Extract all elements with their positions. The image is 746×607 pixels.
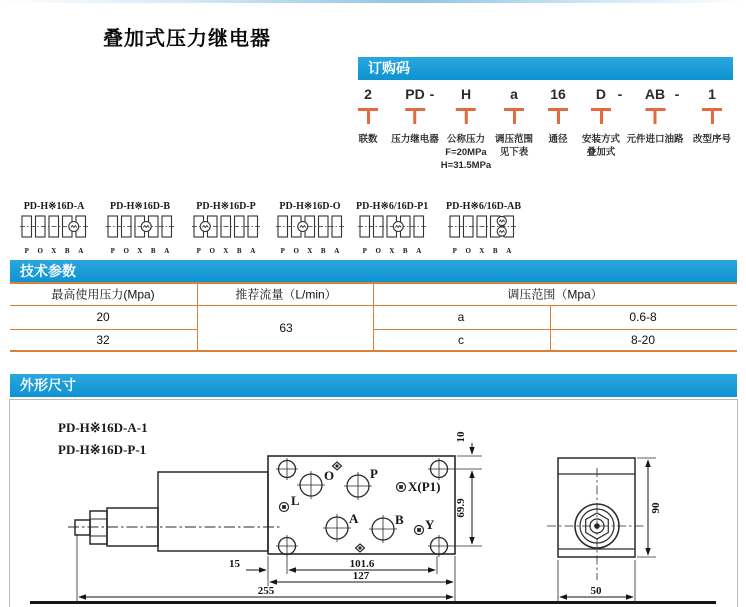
svg-text:A: A <box>250 247 256 255</box>
valve-symbol-drawing <box>358 213 426 255</box>
dim-50: 50 <box>590 585 602 597</box>
svg-text:X: X <box>51 247 57 255</box>
tee-connector <box>504 108 524 125</box>
order-code-label: 公称压力 <box>446 134 485 145</box>
dim-255: 255 <box>257 585 275 597</box>
tee-connector <box>405 108 425 125</box>
cell-range-key: a <box>457 310 465 324</box>
tee-connector <box>358 108 378 125</box>
order-code-segment <box>495 87 533 159</box>
cell-pressure: 20 <box>96 310 110 324</box>
valve-symbol <box>18 201 90 260</box>
svg-text:X: X <box>223 247 229 255</box>
order-code-separator <box>675 87 680 102</box>
order-code-value: PD <box>405 86 425 102</box>
dim-15: 15 <box>229 558 240 570</box>
outline-drawing <box>0 400 746 606</box>
svg-text:P: P <box>196 247 201 255</box>
col-header-flow: 推荐流量（L/min） <box>235 287 337 302</box>
dim-69-9: 69.9 <box>455 498 467 518</box>
port-label-b: B <box>395 512 404 527</box>
svg-text:P: P <box>280 247 285 255</box>
cell-pressure: 32 <box>96 333 110 347</box>
order-code-label: 改型序号 <box>692 134 732 145</box>
svg-text:P: P <box>362 247 367 255</box>
relay-end-view <box>558 458 635 557</box>
order-code-segment <box>548 87 568 146</box>
model-label: PD-H※16D-P-1 <box>58 442 147 457</box>
order-code-value: AB <box>644 86 666 102</box>
order-code-value: - <box>617 86 623 102</box>
valve-symbol-drawing <box>106 213 174 255</box>
relay-body-side-view <box>75 472 268 551</box>
order-code-segment <box>441 87 491 172</box>
svg-text:X: X <box>389 247 395 255</box>
svg-text:X: X <box>137 247 143 255</box>
order-code-label: 压力继电器 <box>391 134 439 145</box>
outline-dims-header: 外形尺寸 <box>10 374 737 397</box>
dim-10: 10 <box>455 431 467 443</box>
svg-text:B: B <box>64 247 70 255</box>
svg-text:A: A <box>164 247 170 255</box>
svg-text:A: A <box>334 247 340 255</box>
dim-90: 90 <box>650 502 662 514</box>
svg-text:B: B <box>236 247 242 255</box>
svg-text:B: B <box>150 247 156 255</box>
svg-text:O: O <box>37 247 43 255</box>
valve-symbol <box>274 201 346 260</box>
order-code-label: H=31.5MPa <box>440 160 492 171</box>
valve-symbol-label: PD-H※16D-O <box>279 201 341 212</box>
tee-connector <box>456 108 476 125</box>
valve-symbol-label: PD-H※16D-A <box>23 201 85 212</box>
svg-text:O: O <box>375 247 381 255</box>
top-rule <box>0 0 746 3</box>
valve-symbol-label: PD-H※16D-P <box>196 201 256 212</box>
valve-symbol-drawing <box>20 213 88 255</box>
svg-text:A: A <box>416 247 422 255</box>
order-code-value: 1 <box>708 86 716 102</box>
valve-symbol-drawing <box>192 213 260 255</box>
order-code-value: 16 <box>550 86 566 102</box>
model-label: PD-H※16D-A-1 <box>58 420 148 435</box>
order-code-segment <box>358 87 378 146</box>
order-code-label: F=20MPa <box>445 147 487 158</box>
tech-params-table <box>10 282 737 352</box>
order-code-label: 见下表 <box>499 147 529 158</box>
order-code-separator <box>430 87 435 102</box>
svg-text:O: O <box>123 247 129 255</box>
svg-text:A: A <box>78 247 84 255</box>
svg-text:P: P <box>110 247 115 255</box>
valve-symbol <box>446 201 522 260</box>
order-code-segment <box>582 87 620 159</box>
dim-101-6: 101.6 <box>349 558 375 570</box>
svg-text:O: O <box>209 247 215 255</box>
order-code-label: 元件进口油路 <box>626 134 684 145</box>
valve-symbol-label: PD-H※6/16D-AB <box>446 201 522 212</box>
svg-text:O: O <box>293 247 299 255</box>
order-code-value: a <box>510 86 518 102</box>
dim-127: 127 <box>352 570 370 582</box>
order-code-value: D <box>595 86 607 102</box>
main-ports <box>297 471 397 543</box>
order-code-value: H <box>460 86 472 102</box>
valve-symbol-label: PD-H※6/16D-P1 <box>356 201 429 212</box>
port-label-p: P <box>370 466 378 481</box>
valve-symbol <box>190 201 262 260</box>
svg-text:P: P <box>24 247 29 255</box>
valve-symbol-drawing <box>276 213 344 255</box>
tee-connector <box>548 108 568 125</box>
port-label-o: O <box>324 468 335 483</box>
order-code-separator <box>618 87 623 102</box>
col-header-max-pressure: 最高使用压力(Mpa) <box>51 287 155 302</box>
svg-text:O: O <box>465 247 471 255</box>
port-label-l: L <box>291 493 300 508</box>
valve-symbol <box>356 201 428 260</box>
tee-connector <box>591 108 611 125</box>
svg-text:P: P <box>452 247 457 255</box>
valve-symbol <box>104 201 176 260</box>
svg-text:B: B <box>402 247 408 255</box>
cell-range-value: 0.6-8 <box>629 310 657 324</box>
svg-text:X: X <box>479 247 485 255</box>
cell-flow: 63 <box>279 321 293 335</box>
order-code-label: 安装方式 <box>581 134 621 145</box>
col-header-range: 调压范围（Mpa） <box>507 287 603 302</box>
tech-params-header: 技术参数 <box>10 260 737 283</box>
cell-range-value: 8-20 <box>630 333 656 347</box>
cell-range-key: c <box>458 333 464 347</box>
svg-text:X: X <box>307 247 313 255</box>
order-code-label: 联数 <box>358 134 378 145</box>
order-code-header: 订购码 <box>358 57 733 80</box>
svg-text:B: B <box>492 247 498 255</box>
footer-rule <box>30 601 716 604</box>
tee-connector <box>645 108 665 125</box>
order-code-value: - <box>429 86 435 102</box>
page-title: 叠加式压力继电器 <box>103 28 271 50</box>
port-label-a: A <box>349 511 359 526</box>
valve-symbol-label: PD-H※16D-B <box>109 201 171 212</box>
tee-connector <box>702 108 722 125</box>
order-code-value: - <box>674 86 680 102</box>
svg-text:B: B <box>320 247 326 255</box>
order-code-label: 调压范围 <box>494 134 534 145</box>
valve-symbol-drawing <box>448 213 516 255</box>
order-code-value: 2 <box>364 86 372 102</box>
order-code-label: 叠加式 <box>586 147 616 158</box>
svg-text:A: A <box>506 247 512 255</box>
order-code-label: 通径 <box>548 134 568 145</box>
port-label-xp1: X(P1) <box>408 479 441 494</box>
mounting-holes <box>276 458 450 557</box>
order-code-segment <box>693 87 731 146</box>
port-label-y: Y <box>425 517 435 532</box>
